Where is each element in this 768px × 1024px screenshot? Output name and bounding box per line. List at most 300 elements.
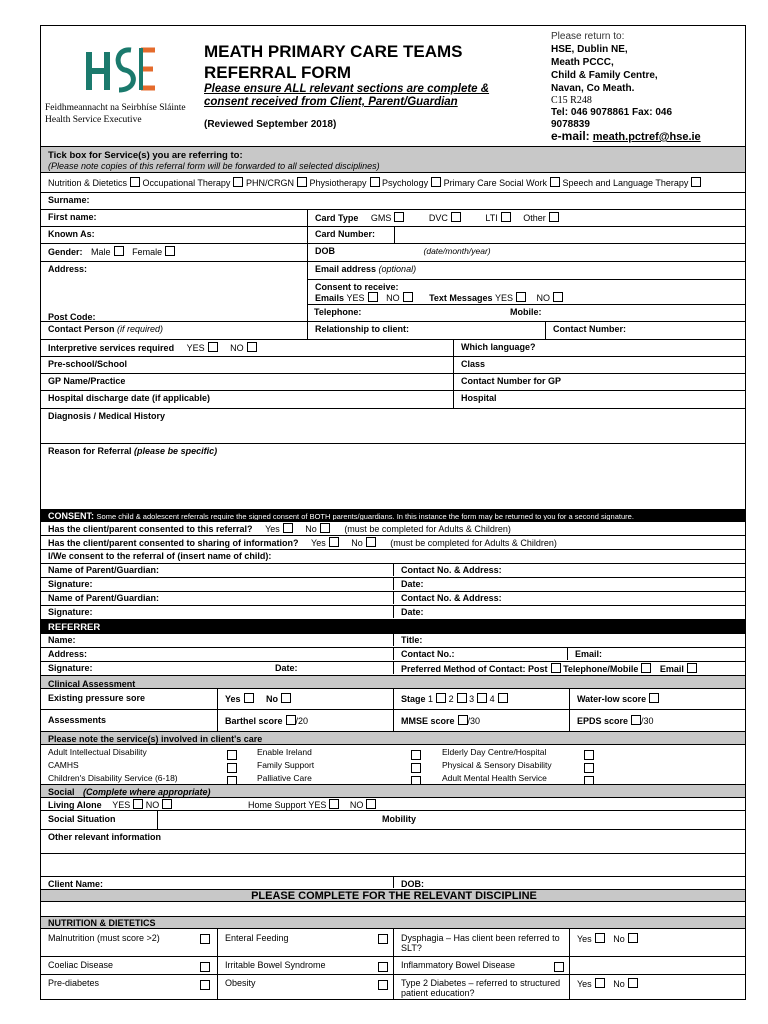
interpretive-no-checkbox[interactable] <box>247 342 257 352</box>
nutrition-band <box>41 916 746 928</box>
date1-label[interactable]: Date: <box>393 578 746 590</box>
t2d-no-label: No <box>613 979 625 989</box>
service-physio-checkbox[interactable] <box>370 177 380 187</box>
t2d-label1: Type 2 Diabetes – referred to structured <box>401 978 561 988</box>
interpretive-yes-label: YES <box>186 343 205 353</box>
pressure-label: Existing pressure sore <box>48 693 146 703</box>
referrer-name-row <box>41 633 746 647</box>
consent-q1-no-label: No <box>305 524 317 534</box>
contact-phone-checkbox[interactable] <box>641 663 651 673</box>
svc-childrens-disability: Children's Disability Service (6-18) <box>48 773 178 783</box>
assessments-row <box>41 709 746 731</box>
social-band <box>41 784 746 797</box>
service-social-work: Primary Care Social Work <box>443 178 547 188</box>
parent1-row <box>41 563 746 577</box>
svc-elderly-day: Elderly Day Centre/Hospital <box>442 747 547 757</box>
pressure-yes-checkbox[interactable] <box>244 693 254 703</box>
svc-physical-sensory: Physical & Sensory Disability <box>442 760 552 770</box>
address-label: Address: <box>48 264 88 274</box>
clinical-heading: Clinical Assessment <box>48 679 136 688</box>
consent-q2-note: (must be completed for Adults & Children) <box>390 538 557 548</box>
home-support-yes-label: YES <box>308 800 327 810</box>
svc-enable-ireland-checkbox[interactable] <box>411 750 421 760</box>
dysphagia-yes-checkbox[interactable] <box>595 933 605 943</box>
living-alone-row <box>41 797 746 810</box>
surname-label[interactable]: Surname: <box>48 195 90 205</box>
home-support-label: Home Support <box>248 800 307 810</box>
known-as-row <box>41 226 746 243</box>
emails-no-label: NO <box>386 293 400 303</box>
consent-q2-yes-checkbox[interactable] <box>329 537 339 547</box>
nutrition-row1 <box>41 928 746 956</box>
dob-cell[interactable] <box>307 244 746 261</box>
gender-label: Gender: <box>48 247 83 257</box>
telephone-label[interactable]: Telephone: <box>314 307 362 317</box>
obesity-cell <box>217 975 393 1000</box>
other-info-row <box>41 829 746 853</box>
referrer-title-label[interactable]: Title: <box>393 634 746 646</box>
dysphagia-yes-label: Yes <box>577 934 592 944</box>
contact-person-hint: (if required) <box>117 324 164 334</box>
consent-q2-label: Has the client/parent consented to sharing of information? <box>48 538 299 548</box>
stage-3-label: 3 <box>469 694 475 704</box>
hospital-label[interactable]: Hospital <box>453 391 746 408</box>
parent1-name-label[interactable]: Name of Parent/Guardian: <box>48 565 160 575</box>
pressure-yes-label: Yes <box>225 694 241 704</box>
contact-person-cell[interactable] <box>41 322 307 339</box>
consent-receive-label: Consent to receive: <box>315 282 399 292</box>
card-lti-label: LTI <box>485 213 498 223</box>
epds-checkbox[interactable] <box>631 715 641 725</box>
referrer-address-label[interactable]: Address: <box>48 649 88 659</box>
clinical-band <box>41 675 746 688</box>
text-messages-label: Text Messages <box>429 293 493 303</box>
home-support-no-label: NO <box>349 800 364 810</box>
reason-row <box>41 443 746 509</box>
nutrition-row2-blank <box>569 957 746 974</box>
contact-person-row <box>41 321 746 339</box>
ibd-checkbox[interactable] <box>554 962 564 972</box>
contact-email-label: Email <box>659 664 684 674</box>
dysphagia-no-label: No <box>613 934 625 944</box>
gender-male-label: Male <box>91 247 111 257</box>
living-alone-yes-label: YES <box>112 800 131 810</box>
parent2-address-label[interactable]: Contact No. & Address: <box>393 592 746 604</box>
t2d-options <box>569 975 746 1000</box>
interpretive-label: Interpretive services required <box>48 343 175 353</box>
instruction-line1: Please ensure ALL relevant sections are complete & <box>204 83 490 95</box>
mmse-max: /30 <box>467 716 481 726</box>
date2-label[interactable]: Date: <box>393 606 746 618</box>
svc-elderly-day-checkbox[interactable] <box>584 750 594 760</box>
mmse-checkbox[interactable] <box>458 715 468 725</box>
stage-cell <box>393 689 569 709</box>
complete-heading: PLEASE COMPLETE FOR THE RELEVANT DISCIPLINE <box>251 890 537 900</box>
enteral-label: Enteral Feeding <box>225 933 289 943</box>
interpretive-cell <box>41 340 453 356</box>
enteral-checkbox[interactable] <box>378 934 388 944</box>
referrer-date-label: Date: <box>275 663 298 673</box>
waterlow-cell <box>569 689 746 709</box>
reason-hint: (please be specific) <box>134 446 218 456</box>
pressure-options <box>217 689 393 709</box>
interpretive-no-label: NO <box>230 343 244 353</box>
card-type-label: Card Type <box>315 213 359 223</box>
signature1-row <box>41 577 746 591</box>
relationship-label[interactable]: Relationship to client: <box>307 322 545 339</box>
email-optional-hint: (optional) <box>378 264 417 274</box>
which-language-label[interactable]: Which language? <box>453 340 746 356</box>
emails-yes-label: YES <box>346 293 365 303</box>
consent-q2-yes-label: Yes <box>311 538 326 548</box>
referrer-contact-label[interactable]: Contact No.: <box>393 648 567 660</box>
consent-q1-label: Has the client/parent consented to this referral? <box>48 524 253 534</box>
consent-note: Some child & adolescent referrals require the signed consent of BOTH parents/guardians. In this instance the form may be returned to you for a second signature. <box>96 512 634 520</box>
consent-heading: CONSENT: <box>48 511 95 520</box>
ibd-cell <box>393 957 569 974</box>
enteral-cell <box>217 929 393 956</box>
hse-logo <box>45 44 195 134</box>
consent-band <box>41 509 746 521</box>
form-header <box>41 26 746 146</box>
parent1-address-label[interactable]: Contact No. & Address: <box>393 564 746 576</box>
service-ot-checkbox[interactable] <box>233 177 243 187</box>
return-line3: Child & Family Centre, <box>551 70 658 81</box>
gender-row <box>41 243 746 261</box>
services-involved-grid <box>41 744 746 784</box>
social-situation-field[interactable] <box>157 811 746 829</box>
dysphagia-label1: Dysphagia – Has client been referred to <box>401 933 560 943</box>
services-heading-band <box>41 146 746 172</box>
home-support-yes-checkbox[interactable] <box>329 799 339 809</box>
svc-enable-ireland: Enable Ireland <box>257 747 312 757</box>
services-involved-heading: Please note the service(s) involved in client's care <box>48 734 263 744</box>
service-nutrition-checkbox[interactable] <box>130 177 140 187</box>
living-alone-label: Living Alone <box>48 800 102 810</box>
service-social-work-checkbox[interactable] <box>550 177 560 187</box>
services-note: (Please note copies of this referral form will be forwarded to all selected disciplines) <box>48 161 380 171</box>
t2d-yes-label: Yes <box>577 979 592 989</box>
client-dob-label[interactable]: DOB: <box>393 877 746 888</box>
consent-q1-yes-checkbox[interactable] <box>283 523 293 533</box>
gp-contact-label[interactable]: Contact Number for GP <box>453 374 746 390</box>
social-situation-row <box>41 810 746 829</box>
service-psychology: Psychology <box>382 178 429 188</box>
emails-label: Emails <box>315 293 345 303</box>
first-name-row <box>41 209 746 226</box>
service-ot: Occupational Therapy <box>142 178 231 188</box>
return-line2: Meath PCCC, <box>551 57 614 68</box>
hse-logo-icon <box>85 44 157 94</box>
obesity-checkbox[interactable] <box>378 980 388 990</box>
form-title-line1: MEATH PRIMARY CARE TEAMS <box>204 42 463 61</box>
malnutrition-checkbox[interactable] <box>200 934 210 944</box>
referrer-band <box>41 619 746 633</box>
consent-q2-row <box>41 535 746 549</box>
return-email[interactable]: meath.pctref@hse.ie <box>592 131 701 143</box>
prediabetes-label: Pre-diabetes <box>48 978 100 988</box>
referrer-address-row <box>41 647 746 661</box>
preferred-contact-label: Preferred Method of Contact: <box>401 664 526 674</box>
complete-heading-band <box>41 889 746 901</box>
social-heading: Social <box>48 787 75 797</box>
signature2-label[interactable]: Signature: <box>48 607 93 617</box>
services-heading: Tick box for Service(s) you are referring to: <box>48 150 243 161</box>
client-name-row <box>41 876 746 889</box>
dysphagia-cell <box>393 929 569 956</box>
service-physio: Physiotherapy <box>309 178 367 188</box>
living-alone-cell <box>48 799 172 810</box>
referrer-heading: REFERRER <box>48 622 101 633</box>
consent-q1-row <box>41 521 746 535</box>
obesity-label: Obesity <box>225 978 256 988</box>
dysphagia-label2: SLT? <box>401 943 422 953</box>
telephone-row <box>307 304 746 321</box>
home-support-no-checkbox[interactable] <box>366 799 376 809</box>
prediabetes-cell <box>41 975 217 1000</box>
nutrition-heading: NUTRITION & DIETETICS <box>48 918 156 928</box>
svc-family-support-checkbox[interactable] <box>411 763 421 773</box>
ibs-label: Irritable Bowel Syndrome <box>225 960 326 970</box>
t2d-no-checkbox[interactable] <box>628 978 638 988</box>
logo-english-text: Health Service Executive <box>45 115 142 125</box>
we-consent-row <box>41 549 746 563</box>
text-no-label: NO <box>536 293 551 303</box>
referrer-signature-cell[interactable] <box>41 662 393 674</box>
client-name-label[interactable]: Client Name: <box>48 879 104 888</box>
return-postcode: C15 R248 <box>551 95 592 106</box>
dysphagia-no-checkbox[interactable] <box>628 933 638 943</box>
email-address-field[interactable] <box>315 264 416 274</box>
services-involved-band <box>41 731 746 744</box>
pressure-no-label: No <box>266 694 279 704</box>
instruction-line2: consent received from Client, Parent/Guardian <box>204 96 458 108</box>
stage-1-checkbox[interactable] <box>436 693 446 703</box>
living-alone-no-checkbox[interactable] <box>162 799 172 809</box>
consent-q2-no-checkbox[interactable] <box>366 537 376 547</box>
hospital-row <box>41 390 746 408</box>
referrer-signature-label: Signature: <box>48 663 93 673</box>
consent-receive-options <box>315 292 563 303</box>
service-psychology-checkbox[interactable] <box>431 177 441 187</box>
stage-4-checkbox[interactable] <box>498 693 508 703</box>
return-heading: Please return to: <box>551 31 625 42</box>
gp-label[interactable]: GP Name/Practice <box>48 376 126 386</box>
text-no-checkbox[interactable] <box>553 292 563 302</box>
card-other-checkbox[interactable] <box>549 212 559 222</box>
school-row <box>41 356 746 373</box>
referral-form <box>40 25 746 1000</box>
emails-yes-checkbox[interactable] <box>368 292 378 302</box>
reason-cell[interactable] <box>41 444 746 509</box>
stage-4-label: 4 <box>489 694 495 704</box>
service-nutrition: Nutrition & Dietetics <box>48 178 128 188</box>
other-info-label[interactable]: Other relevant information <box>48 832 162 842</box>
we-consent-label[interactable]: I/We consent to the referral of (insert name of child): <box>48 551 272 561</box>
consent-q1-cell <box>41 522 746 534</box>
stage-2-checkbox[interactable] <box>457 693 467 703</box>
return-tel: Tel: 046 9078861 Fax: 046 <box>551 107 673 118</box>
referrer-name-label[interactable]: Name: <box>48 635 76 645</box>
nutrition-row2 <box>41 956 746 974</box>
assessments-label: Assessments <box>48 715 107 725</box>
svc-adult-mental-health: Adult Mental Health Service <box>442 773 547 783</box>
contact-email-checkbox[interactable] <box>687 663 697 673</box>
text-yes-label: YES <box>494 293 513 303</box>
card-type-cell <box>307 210 746 226</box>
card-number-label: Card Number: <box>307 227 394 243</box>
text-yes-checkbox[interactable] <box>516 292 526 302</box>
contact-post-label: Post <box>528 664 548 674</box>
diagnosis-label[interactable]: Diagnosis / Medical History <box>48 411 166 421</box>
surname-row <box>41 192 746 209</box>
address-cell[interactable] <box>41 262 307 321</box>
mmse-label: MMSE score <box>401 716 455 726</box>
svc-camhs-checkbox[interactable] <box>227 763 237 773</box>
card-dvc-checkbox[interactable] <box>451 212 461 222</box>
barthel-label: Barthel score <box>225 716 283 726</box>
ibs-cell <box>217 957 393 974</box>
consent-q2-no-label: No <box>351 538 363 548</box>
dysphagia-options <box>569 929 746 956</box>
reason-label: Reason for Referral <box>48 446 132 456</box>
svc-palliative-checkbox[interactable] <box>411 776 421 784</box>
return-line1: HSE, Dublin NE, <box>551 44 628 55</box>
malnutrition-label: Malnutrition (must score >2) <box>48 933 160 943</box>
service-slt-checkbox[interactable] <box>691 177 701 187</box>
other-info-extra-row[interactable] <box>41 853 746 876</box>
living-alone-yes-checkbox[interactable] <box>133 799 143 809</box>
barthel-max: /20 <box>295 716 309 726</box>
waterlow-label: Water-low score <box>577 694 647 704</box>
return-tel2: 9078839 <box>551 119 590 130</box>
nutrition-row3 <box>41 974 746 1000</box>
parent2-name-label[interactable]: Name of Parent/Guardian: <box>48 593 160 603</box>
stage-1-label: 1 <box>428 694 434 704</box>
service-phn-checkbox[interactable] <box>297 177 307 187</box>
card-gms-checkbox[interactable] <box>394 212 404 222</box>
mmse-cell <box>393 710 569 731</box>
coeliac-label: Coeliac Disease <box>48 960 114 970</box>
gender-female-checkbox[interactable] <box>165 246 175 256</box>
card-dvc-label: DVC <box>428 213 448 223</box>
hospital-discharge-label[interactable]: Hospital discharge date (if applicable) <box>48 393 211 403</box>
services-checkbox-row <box>41 172 746 192</box>
diagnosis-row <box>41 408 746 443</box>
return-email-label: e-mail: <box>551 129 590 143</box>
t2d-label2: patient education? <box>401 988 475 998</box>
class-label[interactable]: Class <box>453 357 746 373</box>
reviewed-date: (Reviewed September 2018) <box>204 119 337 130</box>
stage-label: Stage <box>401 694 426 704</box>
malnutrition-cell <box>41 929 217 956</box>
card-gms-label: GMS <box>370 213 392 223</box>
home-support-cell <box>248 799 376 810</box>
service-phn: PHN/CRGN <box>245 178 294 188</box>
first-name-label[interactable]: First name: <box>48 212 97 222</box>
pressure-no-checkbox[interactable] <box>281 693 291 703</box>
stage-3-checkbox[interactable] <box>477 693 487 703</box>
svc-palliative: Palliative Care <box>257 773 312 783</box>
interpretive-yes-checkbox[interactable] <box>208 342 218 352</box>
t2d-cell <box>393 975 569 1000</box>
logo-irish-text: Feidhmeannacht na Seirbhíse Sláinte <box>45 103 186 113</box>
card-number-field[interactable] <box>394 227 746 243</box>
epds-max: /30 <box>641 716 654 726</box>
emails-no-checkbox[interactable] <box>403 292 413 302</box>
preferred-contact-cell <box>393 662 746 674</box>
parent2-row <box>41 591 746 605</box>
mobile-label[interactable]: Mobile: <box>510 307 542 317</box>
svc-adult-id-checkbox[interactable] <box>227 750 237 760</box>
signature1-label[interactable]: Signature: <box>48 579 93 589</box>
t2d-yes-checkbox[interactable] <box>595 978 605 988</box>
coeliac-cell <box>41 957 217 974</box>
return-line4: Navan, Co Meath. <box>551 83 635 94</box>
consent-q1-note: (must be completed for Adults & Children) <box>344 524 511 534</box>
contact-number-label[interactable]: Contact Number: <box>545 322 746 339</box>
blank-row <box>41 901 746 916</box>
svc-childrens-disability-checkbox[interactable] <box>227 776 237 784</box>
svc-physical-sensory-checkbox[interactable] <box>584 763 594 773</box>
gender-cell <box>41 244 307 261</box>
stage-2-label: 2 <box>448 694 454 704</box>
pressure-row <box>41 688 746 709</box>
social-heading-hint: (Complete where appropriate) <box>83 787 211 797</box>
dob-label: DOB <box>315 246 335 256</box>
email-address-label: Email address <box>315 264 377 274</box>
card-lti-checkbox[interactable] <box>501 212 511 222</box>
svc-family-support: Family Support <box>257 760 315 770</box>
barthel-checkbox[interactable] <box>286 715 296 725</box>
consent-q1-no-checkbox[interactable] <box>320 523 330 533</box>
epds-cell <box>569 710 746 731</box>
card-other-label: Other <box>523 213 546 223</box>
post-code-label: Post Code: <box>48 312 96 321</box>
gp-row <box>41 373 746 390</box>
barthel-cell <box>217 710 393 731</box>
preschool-label[interactable]: Pre-school/School <box>48 359 128 369</box>
gender-female-label: Female <box>132 247 163 257</box>
contact-person-label: Contact Person <box>48 324 115 334</box>
epds-label: EPDS score <box>577 716 629 726</box>
ibs-checkbox[interactable] <box>378 962 388 972</box>
svc-adult-id: Adult Intellectual Disability <box>48 747 147 757</box>
coeliac-checkbox[interactable] <box>200 962 210 972</box>
waterlow-checkbox[interactable] <box>649 693 659 703</box>
gender-male-checkbox[interactable] <box>114 246 124 256</box>
contact-phone-label: Telephone/Mobile <box>563 664 639 674</box>
service-slt: Speech and Language Therapy <box>562 178 689 188</box>
signature2-row <box>41 605 746 619</box>
referrer-email-label[interactable]: Email: <box>567 648 746 660</box>
referrer-signature-row <box>41 661 746 675</box>
mobility-label: Mobility <box>382 814 416 824</box>
svc-camhs: CAMHS <box>48 760 79 770</box>
social-situation-label: Social Situation <box>48 814 116 824</box>
dob-hint: (date/month/year) <box>423 246 491 256</box>
living-alone-no-label: NO <box>145 800 160 810</box>
consent-q2-cell <box>41 536 746 548</box>
svc-adult-mental-health-checkbox[interactable] <box>584 776 594 784</box>
consent-q1-yes-label: Yes <box>265 524 280 534</box>
ibd-label: Inflammatory Bowel Disease <box>401 960 516 970</box>
form-title-line2: REFERRAL FORM <box>204 63 352 82</box>
known-as-label[interactable]: Known As: <box>48 229 95 239</box>
interpretive-row <box>41 339 746 356</box>
prediabetes-checkbox[interactable] <box>200 980 210 990</box>
contact-post-checkbox[interactable] <box>551 663 561 673</box>
